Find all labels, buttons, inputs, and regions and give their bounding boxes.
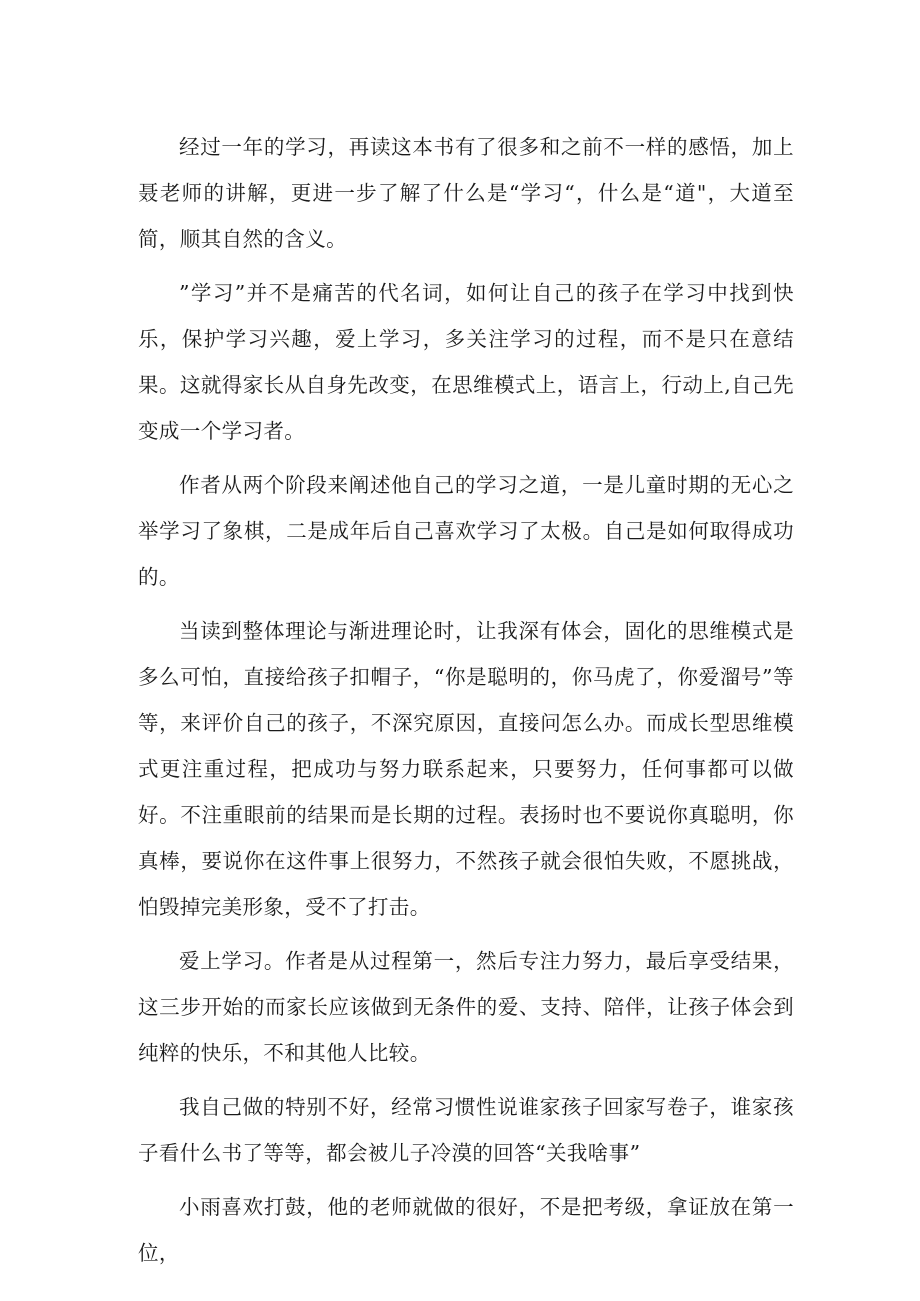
paragraph-6: 我自己做的特别不好，经常习惯性说谁家孩子回家写卷子，谁家孩子看什么书了等等，都会被儿子冷漠的回答“关我啥事”: [138, 1095, 794, 1165]
paragraph-3: 作者从两个阶段来阐述他自己的学习之道，一是儿童时期的无心之举学习了象棋，二是成年后自己喜欢学习了太极。自己是如何取得成功的。: [138, 473, 794, 589]
paragraph-2: ”学习”并不是痛苦的代名词，如何让自己的孩子在学习中找到快乐，保护学习兴趣，爱上学习，多关注学习的过程，而不是只在意结果。这就得家长从自身先改变，在思维模式上，语言上，行动上,自己先变成一个学习者。: [138, 281, 794, 443]
paragraph-4: 当读到整体理论与渐进理论时，让我深有体会，固化的思维模式是多么可怕，直接给孩子扣帽子，“你是聪明的，你马虎了，你爱溜号”等等，来评价自己的孩子，不深究原因，直接问怎么办。而成长型思维模式更注重过程，把成功与努力联系起来，只要努力，任何事都可以做好。不注重眼前的结果而是长期的过程。表扬时也不要说你真聪明，你真棒，要说你在这件事上很努力，不然孩子就会很怕失败，不愿挑战，怕毁掉完美形象，受不了打击。: [138, 619, 794, 919]
document-body: [138, 124, 794, 1284]
paragraph-1: 经过一年的学习，再读这本书有了很多和之前不一样的感悟，加上聂老师的讲解，更进一步了解了什么是“学习“，什么是“道"，大道至简，顺其自然的含义。: [138, 135, 794, 251]
paragraph-5: 爱上学习。作者是从过程第一，然后专注力努力，最后享受结果，这三步开始的而家长应该做到无条件的爱、支持、陪伴，让孩子体会到纯粹的快乐，不和其他人比较。: [138, 949, 794, 1065]
paragraph-7: 小雨喜欢打鼓，他的老师就做的很好，不是把考级，拿证放在第一位，: [138, 1195, 794, 1265]
